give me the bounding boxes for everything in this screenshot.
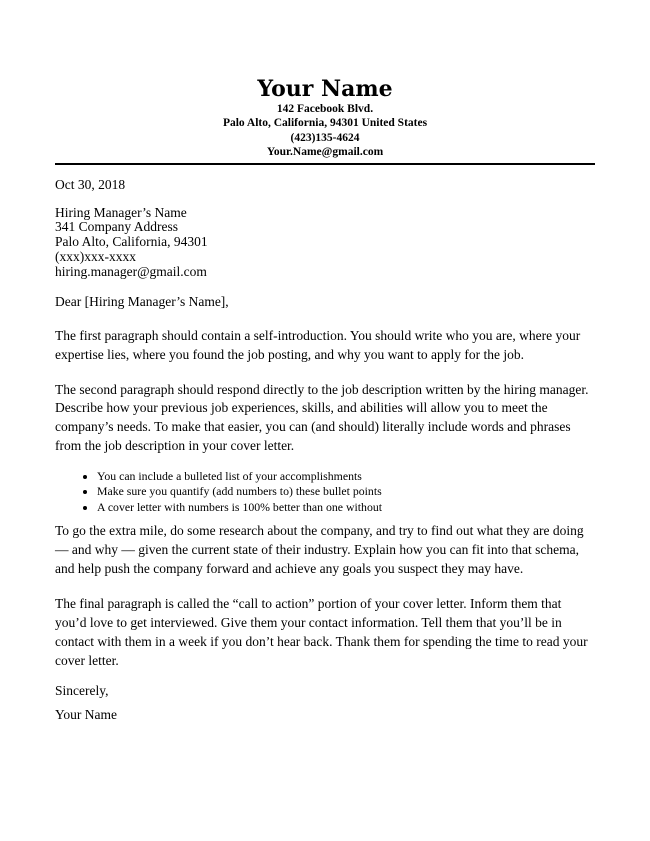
header-divider xyxy=(55,163,595,165)
salutation: Dear [Hiring Manager’s Name], xyxy=(55,293,229,309)
letter-header xyxy=(0,0,650,160)
recipient-name: Hiring Manager’s Name xyxy=(55,204,187,220)
recipient-phone: (xxx)xxx-xxxx xyxy=(55,249,136,265)
paragraph-introduction: The first paragraph should contain a self-introduction. You should write who you are, where your expertise lies, where you found the job posting, and why you want to apply for the job. xyxy=(55,328,581,363)
bullet-item: • You can include a bulleted list of your accomplishments xyxy=(97,469,595,485)
recipient-address-line1: 341 Company Address xyxy=(55,219,178,235)
sender-address-line2: Palo Alto, California, 94301 United States xyxy=(222,117,428,130)
valediction: Sincerely, xyxy=(55,683,109,699)
recipient-email: hiring.manager@gmail.com xyxy=(55,263,207,279)
sender-name: Your Name xyxy=(257,76,393,102)
sender-email: Your.Name@gmail.com xyxy=(266,146,384,159)
bullet-item: • Make sure you quantify (add numbers to) these bullet points xyxy=(97,484,595,500)
sender-address-line1: 142 Facebook Blvd. xyxy=(276,103,374,115)
recipient-block xyxy=(55,206,595,280)
paragraph-job-description: The second paragraph should respond directly to the job description written by the hiring manager. Describe how your previous job experiences, skills, and abilities will allow you to meet the company’s needs. To make that easier, you can (and should) literally include words and phrases from the job description in your cover letter. xyxy=(55,381,589,453)
letter-body xyxy=(0,176,650,725)
date-line: Oct 30, 2018 xyxy=(55,176,126,192)
paragraph-call-to-action: The final paragraph is called the “call to action” portion of your cover letter. Inform them that you’d love to get interviewed. Give them your contact information. Tell them that you’ll be in contact with them in a week if you don’t hear back. Thank them for spending the time to read your cover letter. xyxy=(55,596,588,668)
signature-name: Your Name xyxy=(55,706,118,722)
bullet-item: • A cover letter with numbers is 100% better than one without xyxy=(97,500,595,516)
accomplishments-bullet-list xyxy=(55,469,595,516)
sender-phone: (423)135-4624 xyxy=(290,131,360,144)
paragraph-company-research: To go the extra mile, do some research about the company, and try to find out what they are doing — and why — given the current state of their industry. Explain how you can fit into that schema, and help push the company forward and achieve any goals you suspect they may have. xyxy=(55,523,584,576)
recipient-address-line2: Palo Alto, California, 94301 xyxy=(55,234,208,250)
